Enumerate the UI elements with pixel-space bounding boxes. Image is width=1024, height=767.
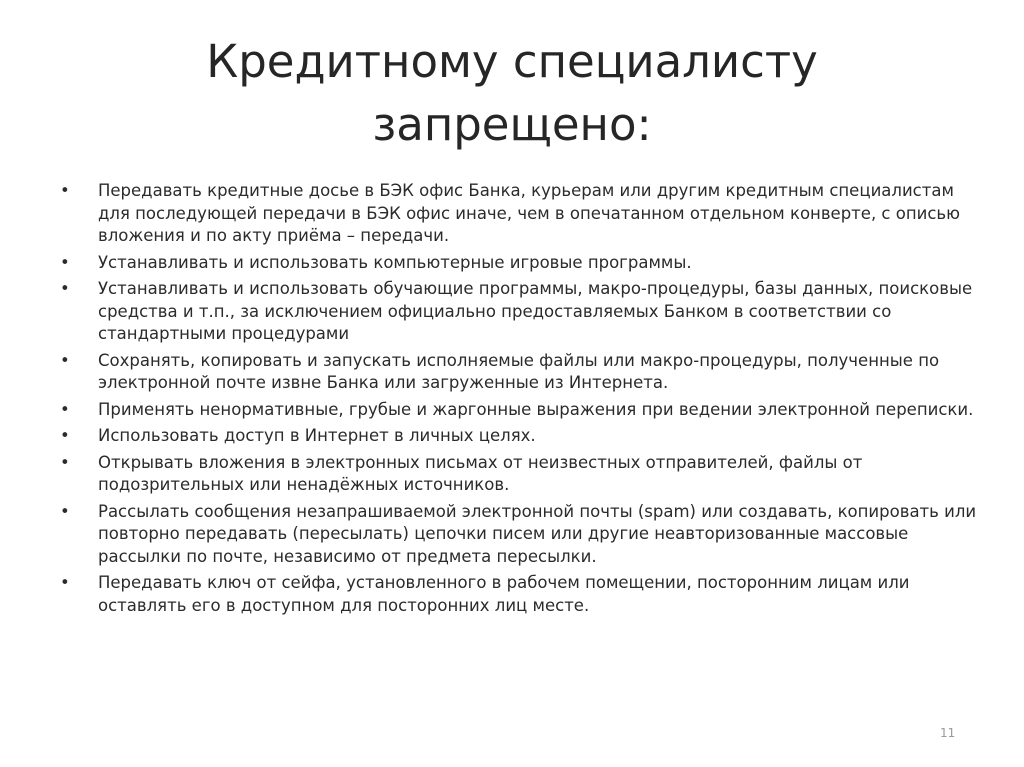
bullet-text: Применять ненормативные, грубые и жаргонные выражения при ведении электронной переписки. — [98, 399, 974, 419]
slide-title-line-2: запрещено: — [372, 98, 652, 151]
bullet-item — [58, 452, 978, 497]
bullet-item — [58, 501, 978, 569]
bullet-item — [58, 572, 978, 617]
bullet-marker: • — [60, 399, 70, 419]
bullet-marker: • — [60, 573, 70, 592]
bullet-marker: • — [60, 350, 70, 370]
bullet-list — [58, 180, 978, 621]
bullet-marker: • — [60, 181, 70, 200]
bullet-marker: • — [60, 252, 70, 272]
bullet-item — [58, 350, 978, 395]
bullet-item — [58, 180, 978, 248]
bullet-marker: • — [60, 279, 70, 298]
bullet-marker: • — [60, 426, 70, 445]
bullet-marker: • — [60, 501, 70, 521]
bullet-marker: • — [60, 452, 70, 472]
slide-title — [0, 30, 1024, 156]
bullet-text: Сохранять, копировать и запускать исполняемые файлы или макро-процедуры, полученные по электронной почте извне Банка или загруженные из Интернета. — [98, 350, 940, 392]
bullet-text: Устанавливать и использовать компьютерные игровые программы. — [98, 252, 692, 272]
bullet-item — [58, 399, 978, 422]
bullet-text: Передавать кредитные досье в БЭК офис Банка, курьерам или другим кредитным специалистам для последующей передачи в БЭК офис иначе, чем в опечатанном отдельном конверте, с описью вложения и по акту приёма – передачи. — [98, 181, 961, 245]
bullet-text: Использовать доступ в Интернет в личных целях. — [98, 426, 536, 445]
bullet-text: Открывать вложения в электронных письмах от неизвестных отправителей, файлы от подозрительных или ненадёжных источников. — [98, 452, 863, 494]
bullet-text: Передавать ключ от сейфа, установленного в рабочем помещении, посторонним лицам или оставлять его в доступном для посторонних лиц месте. — [98, 573, 910, 615]
bullet-item — [58, 252, 978, 275]
page-number: 11 — [940, 726, 956, 740]
slide-title-line-1: Кредитному специалисту — [206, 35, 818, 88]
bullet-text: Рассылать сообщения незапрашиваемой электронной почты (spam) или создавать, копировать или повторно передавать (пересылать) цепочки писем или другие неавторизованные массовые рассылки по почте, независимо от предмета пересылки. — [98, 501, 977, 566]
bullet-item — [58, 278, 978, 346]
bullet-item — [58, 425, 978, 448]
bullet-text: Устанавливать и использовать обучающие программы, макро-процедуры, базы данных, поисковые средства и т.п., за исключением официально предоставляемых Банком в соответствии со стандартными процедурами — [98, 279, 973, 343]
